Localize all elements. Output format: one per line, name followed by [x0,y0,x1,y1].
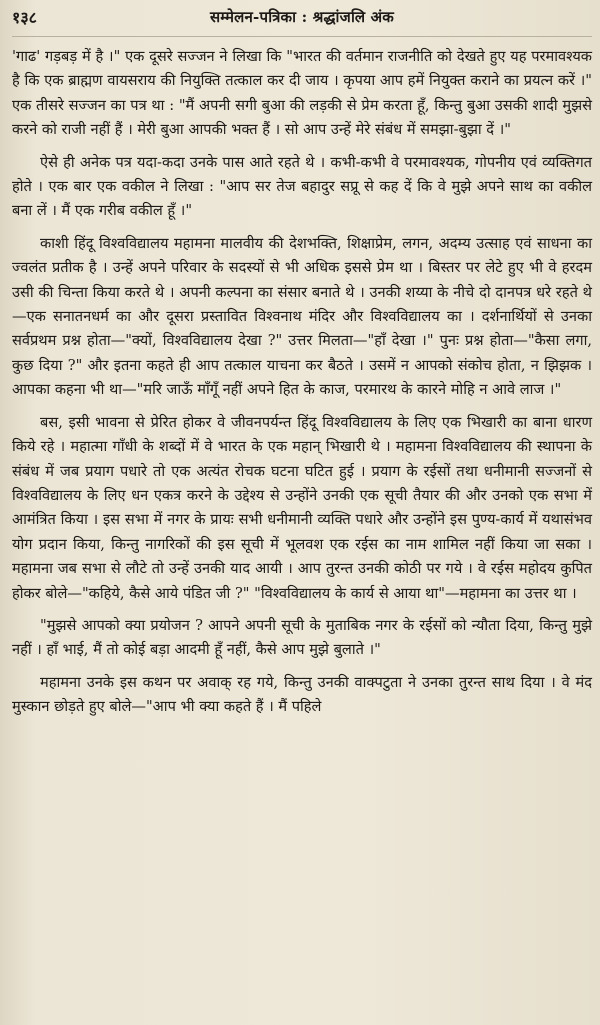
running-title: सम्मेलन-पत्रिका : श्रद्धांजलि अंक [209,8,395,26]
paragraph-3: काशी हिंदू विश्वविद्यालय महामना मालवीय की देशभक्ति, शिक्षाप्रेम, लगन, अदम्य उत्साह एवं साधना का ज्वलंत प्रतीक है । उन्हें अपने परिवार के सदस्यों से भी अधिक इससे प्रेम था । बिस्तर पर लेटे हुए भी वे हरदम उसी की चिन्ता किया करते थे । अपनी कल्पना का संसार बनाते थे । उनकी शय्या के नीचे दो दानपत्र धरे रहते थे—एक सनातनधर्म का और दूसरा प्रस्तावित विश्वनाथ मंदिर और विश्वविद्यालय का । दर्शनार्थियों से उनका सर्वप्रथम प्रश्न होता—"क्यों, विश्वविद्यालय देखा ?" उत्तर मिलता—"हाँ देखा ।" पुनः प्रश्न होता—"कैसा लगा, कुछ दिया ?" और इतना कहते ही आप तत्काल याचना कर बैठते । उसमें न आपको संकोच होता, न झिझक । आपका कहना भी था—"मरि जाऊँ माँगूँ नहीं अपने हित के काज, परमारथ के कारने मोहि न आवे लाज ।" [12,234,593,399]
paragraph-1: 'गाढ' गड़बड़ में है ।" एक दूसरे सज्जन ने लिखा कि "भारत की वर्तमान राजनीति को देखते हुए यह परमावश्यक है कि एक ब्राह्मण वायसराय की नियुक्ति तत्काल कर दी जाय । कृपया आप हमें नियुक्त कराने का प्रयत्न करें ।" एक तीसरे सज्जन का पत्र था : "मैं अपनी सगी बुआ की लड़की से प्रेम करता हूँ, किन्तु बुआ उसकी शादी मुझसे करने को राजी नहीं हैं । मेरी बुआ आपकी भक्त हैं । सो आप उन्हें मेरे संबंध में समझा-बुझा दें ।" [12,48,592,139]
paragraph-5: "मुझसे आपको क्या प्रयोजन ? आपने अपनी सूची के मुताबिक नगर के रईसों को न्यौता दिया, किन्तु मुझे नहीं । हाँ भाई, मैं तो कोई बड़ा आदमी हूँ नहीं, कैसे आप मुझे बुलाते ।" [12,616,592,659]
paragraph-4: बस, इसी भावना से प्रेरित होकर वे जीवनपर्यन्त हिंदू विश्वविद्यालय के लिए एक भिखारी का बाना धारण किये रहे । महात्मा गाँधी के शब्दों में वे भारत के एक महान् भिखारी थे । महामना विश्वविद्यालय की स्थापना के संबंध में जब प्रयाग पधारे तो एक अत्यंत रोचक घटना घटित हुई । प्रयाग के रईसों तथा धनीमानी सज्जनों से विश्वविद्यालय के लिए धन एकत्र करने के उद्देश्य से उन्होंने उनकी एक सूची तैयार की और उनको एक सभा में आमंत्रित किया । इस सभा में नगर के प्रायः सभी धनीमानी व्यक्ति पधारे और उन्होंने इस पुण्य-कार्य में यथासंभव योग प्रदान किया, किन्तु नागरिकों की इस सूची में भूलवश एक रईस का नाम शामिल नहीं किया जा सका । महामना जब सभा से लौटे तो उन्हें उनकी याद आयी । आप तुरन्त उनकी कोठी पर गये । वे रईस महोदय कुपित होकर बोले—"कहिये, कैसे आये पंडित जी ?" "विश्वविद्यालय के कार्य से आया था"—महामना का उत्तर था । [12,413,592,602]
paragraph-2: ऐसे ही अनेक पत्र यदा-कदा उनके पास आते रहते थे । कभी-कभी वे परमावश्यक, गोपनीय एवं व्यक्तिगत होते । एक बार एक वकील ने लिखा : "आप सर तेज बहादुर सप्रू से कह दें कि वे मुझे अपने साथ का वकील बना लें । मैं एक गरीब वकील हूँ ।" [12,153,592,220]
body-text [12,45,592,720]
page-header [12,2,592,37]
page-number: १३८ [12,8,37,27]
paragraph-6: महामना उनके इस कथन पर अवाक् रह गये, किन्तु उनकी वाक्पटुता ने उनका तुरन्त साथ दिया । वे मंद मुस्कान छोड़ते हुए बोले—"आप भी क्या कहते हैं । मैं पहिले [12,673,592,716]
